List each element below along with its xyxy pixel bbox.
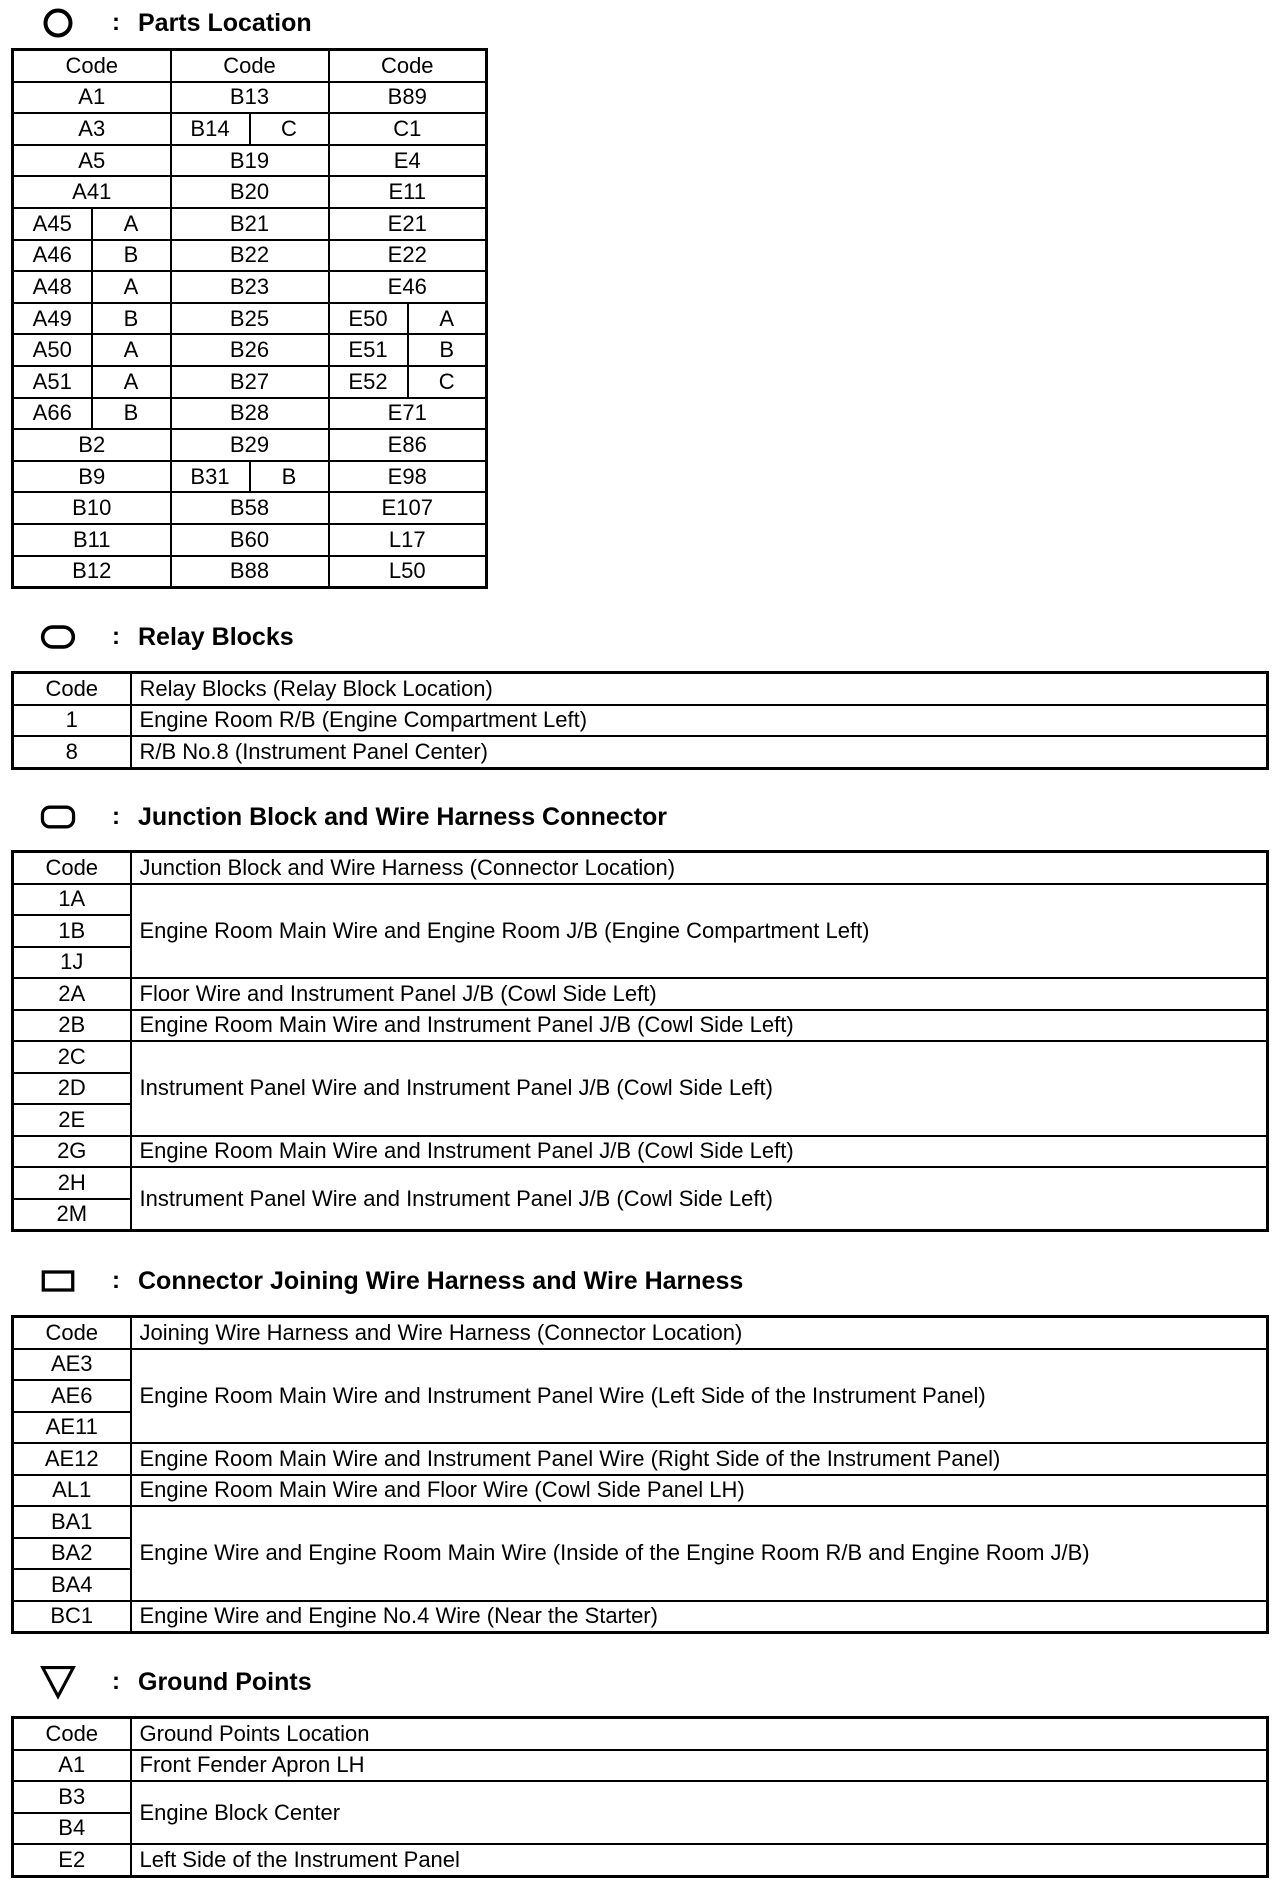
table-row (13, 492, 487, 524)
code-cell: 2H (13, 1167, 131, 1199)
part-code: E21 (329, 208, 487, 240)
location-cell: Engine Room Main Wire and Floor Wire (Cowl Side Panel LH) (131, 1475, 1268, 1507)
section-colon: : (112, 623, 120, 650)
code-cell: B4 (13, 1813, 131, 1845)
table-row (13, 461, 487, 493)
table-row (13, 978, 1268, 1010)
ground-points-heading (40, 1664, 312, 1700)
part-variant: C (408, 366, 487, 398)
part-code: B25 (171, 303, 329, 335)
table-row (13, 1475, 1268, 1507)
table-row (13, 145, 487, 177)
header-row (13, 1317, 1268, 1349)
table-row (13, 1349, 1268, 1381)
part-code: E98 (329, 461, 487, 493)
code-header: Code (13, 852, 131, 884)
table-row (13, 705, 1268, 737)
part-variant: B (250, 461, 329, 493)
table-row (13, 1781, 1268, 1813)
column-header: Code (13, 50, 171, 82)
part-code: B28 (171, 398, 329, 430)
code-cell: BA4 (13, 1569, 131, 1601)
code-cell: 1J (13, 947, 131, 979)
part-code: B11 (13, 524, 171, 556)
header-row (13, 50, 487, 82)
part-variant: A (92, 334, 171, 366)
ground-points-table (11, 1716, 1269, 1878)
table-row (13, 271, 487, 303)
code-cell: 2M (13, 1199, 131, 1231)
table-row (13, 113, 487, 145)
table-row (13, 1010, 1268, 1042)
section-colon: : (112, 9, 120, 36)
location-header: Ground Points Location (131, 1718, 1268, 1750)
part-code: B21 (171, 208, 329, 240)
table-row (13, 1167, 1268, 1199)
code-cell: 2G (13, 1136, 131, 1168)
location-cell: Instrument Panel Wire and Instrument Panel J/B (Cowl Side Left) (131, 1167, 1268, 1231)
code-cell: AE3 (13, 1349, 131, 1381)
code-cell: 2E (13, 1104, 131, 1136)
table-row (13, 208, 487, 240)
part-variant: B (92, 303, 171, 335)
part-code: B14 (171, 113, 250, 145)
header-row (13, 673, 1268, 705)
part-code: B12 (13, 556, 171, 588)
part-code: A3 (13, 113, 171, 145)
part-variant: A (408, 303, 487, 335)
part-code: E51 (329, 334, 408, 366)
section-colon: : (112, 1267, 120, 1294)
table-row (13, 1443, 1268, 1475)
part-code: A41 (13, 176, 171, 208)
part-code: A45 (13, 208, 92, 240)
table-row (13, 240, 487, 272)
part-code: A49 (13, 303, 92, 335)
location-cell: Engine Room Main Wire and Instrument Panel Wire (Left Side of the Instrument Panel) (131, 1349, 1268, 1444)
table-row (13, 398, 487, 430)
code-cell: BA1 (13, 1506, 131, 1538)
part-code: B23 (171, 271, 329, 303)
location-cell: Engine Room Main Wire and Instrument Panel Wire (Right Side of the Instrument Panel) (131, 1443, 1268, 1475)
part-code: E11 (329, 176, 487, 208)
part-code: L17 (329, 524, 487, 556)
part-code: C1 (329, 113, 487, 145)
section-colon: : (112, 803, 120, 830)
part-code: A46 (13, 240, 92, 272)
location-header: Relay Blocks (Relay Block Location) (131, 673, 1268, 705)
table-row (13, 1750, 1268, 1782)
location-cell: Engine Room Main Wire and Instrument Panel J/B (Cowl Side Left) (131, 1136, 1268, 1168)
location-cell: Front Fender Apron LH (131, 1750, 1268, 1782)
code-cell: 1 (13, 705, 131, 737)
location-cell: Engine Room R/B (Engine Compartment Left) (131, 705, 1268, 737)
connector-joining-table (11, 1315, 1269, 1634)
location-cell: Engine Wire and Engine Room Main Wire (Inside of the Engine Room R/B and Engine Room J/B) (131, 1506, 1268, 1601)
part-code: E46 (329, 271, 487, 303)
parts-location-heading (40, 5, 312, 41)
part-code: B89 (329, 82, 487, 114)
part-code: A48 (13, 271, 92, 303)
table-row (13, 366, 487, 398)
table-row (13, 524, 487, 556)
part-code: B20 (171, 176, 329, 208)
header-row (13, 1718, 1268, 1750)
table-row (13, 1136, 1268, 1168)
parts-location-table (11, 48, 488, 589)
code-cell: E2 (13, 1844, 131, 1876)
column-header: Code (329, 50, 487, 82)
connector-joining-heading (40, 1263, 743, 1299)
part-code: E50 (329, 303, 408, 335)
part-variant: A (92, 366, 171, 398)
location-header: Junction Block and Wire Harness (Connector Location) (131, 852, 1268, 884)
code-cell: 2D (13, 1073, 131, 1105)
table-row (13, 176, 487, 208)
part-code: E86 (329, 429, 487, 461)
part-code: A66 (13, 398, 92, 430)
code-cell: 2A (13, 978, 131, 1010)
location-cell: Floor Wire and Instrument Panel J/B (Cowl Side Left) (131, 978, 1268, 1010)
code-cell: B3 (13, 1781, 131, 1813)
part-code: B22 (171, 240, 329, 272)
relay-blocks-table (11, 671, 1269, 770)
section-title: Junction Block and Wire Harness Connector (138, 802, 668, 831)
part-variant: A (92, 271, 171, 303)
part-code: B58 (171, 492, 329, 524)
code-cell: AE11 (13, 1412, 131, 1444)
table-row (13, 736, 1268, 768)
down-triangle-icon (40, 1664, 76, 1700)
table-row (13, 884, 1268, 916)
code-header: Code (13, 1317, 131, 1349)
code-cell: 2B (13, 1010, 131, 1042)
square-icon (40, 1263, 76, 1299)
column-header: Code (171, 50, 329, 82)
table-row (13, 429, 487, 461)
part-code: A5 (13, 145, 171, 177)
part-code: B10 (13, 492, 171, 524)
part-code: L50 (329, 556, 487, 588)
location-cell: Engine Room Main Wire and Engine Room J/B (Engine Compartment Left) (131, 884, 1268, 979)
part-code: B60 (171, 524, 329, 556)
part-code: E22 (329, 240, 487, 272)
junction-block-heading (40, 799, 667, 835)
code-header: Code (13, 673, 131, 705)
part-variant: B (408, 334, 487, 366)
part-code: A51 (13, 366, 92, 398)
location-cell: Left Side of the Instrument Panel (131, 1844, 1268, 1876)
relay-blocks-heading (40, 619, 294, 655)
part-code: B31 (171, 461, 250, 493)
code-cell: AE12 (13, 1443, 131, 1475)
junction-block-table (11, 850, 1269, 1232)
section-colon: : (112, 1668, 120, 1695)
part-code: B13 (171, 82, 329, 114)
part-code: E4 (329, 145, 487, 177)
part-code: A50 (13, 334, 92, 366)
part-code: A1 (13, 82, 171, 114)
part-code: E52 (329, 366, 408, 398)
table-row (13, 1041, 1268, 1073)
code-cell: AE6 (13, 1380, 131, 1412)
location-cell: Engine Block Center (131, 1781, 1268, 1844)
part-code: B26 (171, 334, 329, 366)
part-code: B19 (171, 145, 329, 177)
code-cell: A1 (13, 1750, 131, 1782)
section-title: Relay Blocks (138, 622, 294, 651)
rounded-rectangle-icon (40, 799, 76, 835)
part-variant: B (92, 398, 171, 430)
code-cell: 2C (13, 1041, 131, 1073)
table-row (13, 1844, 1268, 1876)
circle-thick-icon (40, 5, 76, 41)
section-title: Parts Location (138, 8, 312, 37)
code-cell: 1B (13, 915, 131, 947)
part-variant: A (92, 208, 171, 240)
code-cell: 1A (13, 884, 131, 916)
part-code: E107 (329, 492, 487, 524)
location-cell: Instrument Panel Wire and Instrument Panel J/B (Cowl Side Left) (131, 1041, 1268, 1136)
location-cell: R/B No.8 (Instrument Panel Center) (131, 736, 1268, 768)
code-cell: BA2 (13, 1538, 131, 1570)
header-row (13, 852, 1268, 884)
part-code: B27 (171, 366, 329, 398)
table-row (13, 303, 487, 335)
section-title: Ground Points (138, 1667, 312, 1696)
table-row (13, 556, 487, 588)
part-variant: C (250, 113, 329, 145)
table-row (13, 1506, 1268, 1538)
part-code: B2 (13, 429, 171, 461)
code-cell: 8 (13, 736, 131, 768)
code-cell: AL1 (13, 1475, 131, 1507)
code-cell: BC1 (13, 1601, 131, 1633)
part-code: B88 (171, 556, 329, 588)
table-row (13, 334, 487, 366)
part-variant: B (92, 240, 171, 272)
location-header: Joining Wire Harness and Wire Harness (Connector Location) (131, 1317, 1268, 1349)
part-code: B9 (13, 461, 171, 493)
location-cell: Engine Wire and Engine No.4 Wire (Near the Starter) (131, 1601, 1268, 1633)
rounded-oval-icon (40, 619, 76, 655)
section-title: Connector Joining Wire Harness and Wire Harness (138, 1266, 744, 1295)
code-header: Code (13, 1718, 131, 1750)
part-code: E71 (329, 398, 487, 430)
part-code: B29 (171, 429, 329, 461)
location-cell: Engine Room Main Wire and Instrument Panel J/B (Cowl Side Left) (131, 1010, 1268, 1042)
table-row (13, 82, 487, 114)
table-row (13, 1601, 1268, 1633)
